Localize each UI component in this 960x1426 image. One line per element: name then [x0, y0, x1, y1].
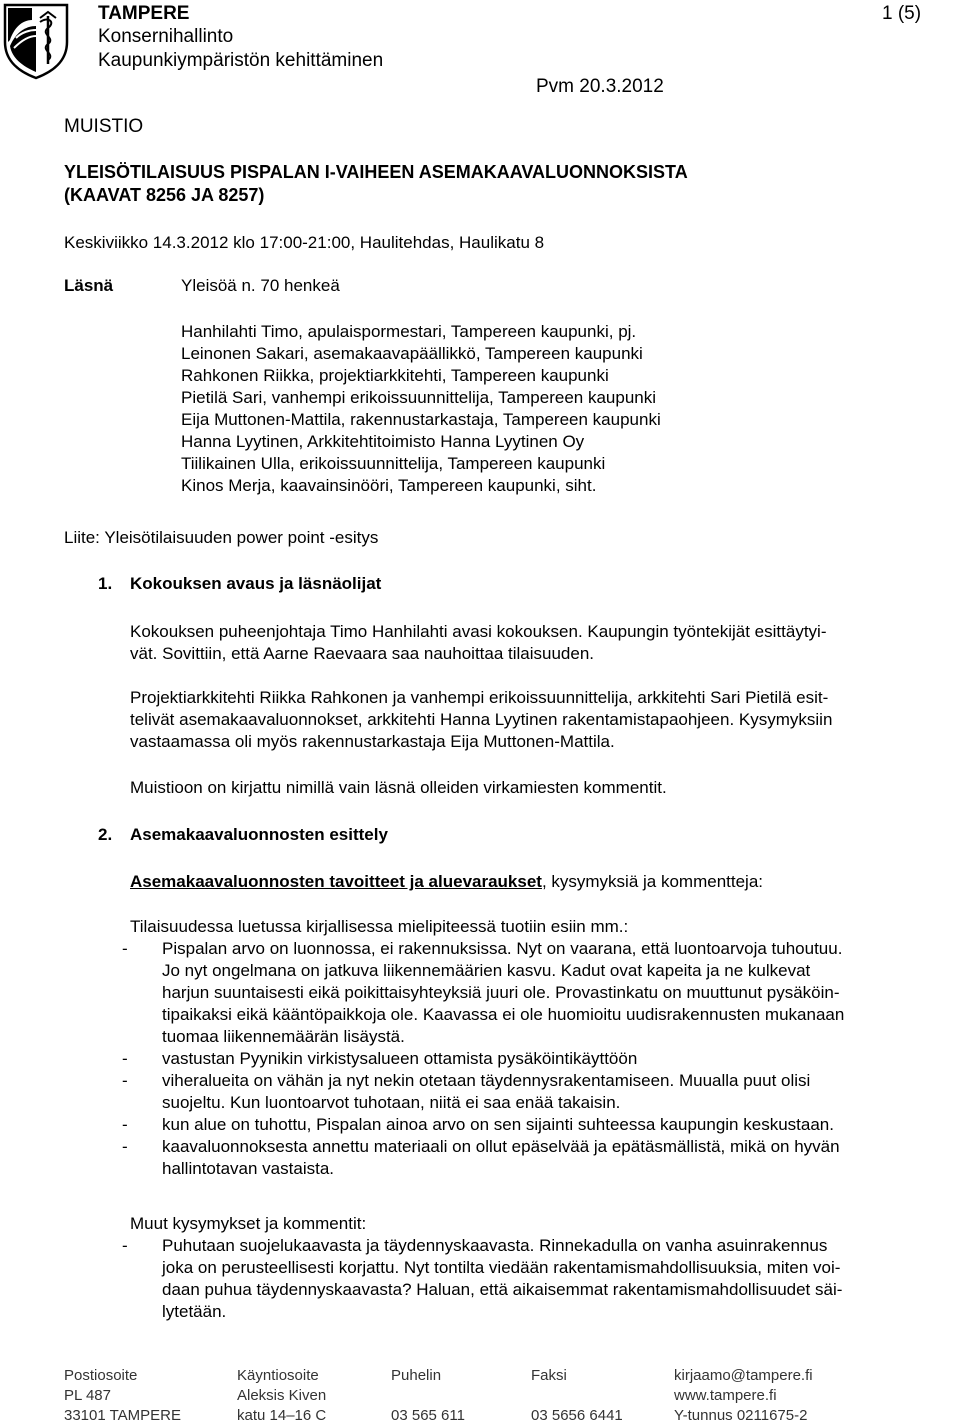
- footer-phone: [391, 1366, 465, 1426]
- text-line: Kokouksen puheenjohtaja Timo Hanhilahti avasi kokouksen. Kaupungin työntekijät esittäytyi-: [130, 622, 827, 641]
- other-comment-list: [122, 1235, 842, 1323]
- section2-heading: Asemakaavaluonnosten esittely: [130, 825, 388, 844]
- document-type: MUISTIO: [64, 116, 144, 137]
- text-line: Pispalan arvo on luonnossa, ei rakennuksissa. Nyt on vaarana, että luontoarvoja tuhoutuu.: [162, 939, 843, 958]
- footer-website-link[interactable]: www.tampere.fi: [674, 1387, 777, 1404]
- attendee: Rahkonen Riikka, projektiarkkitehti, Tampereen kaupunki: [181, 366, 609, 385]
- meeting-info: Keskiviikko 14.3.2012 klo 17:00-21:00, Haulitehdas, Haulikatu 8: [64, 233, 545, 252]
- public-count: Yleisöä n. 70 henkeä: [181, 276, 340, 295]
- document-date: Pvm 20.3.2012: [536, 76, 664, 97]
- section1-paragraph1: [130, 621, 826, 665]
- dash-bullet: -: [122, 939, 128, 958]
- sub-department: Kaupunkiympäristön kehittäminen: [98, 50, 384, 71]
- attendee: Eija Muttonen-Mattila, rakennustarkastaja, Tampereen kaupunki: [181, 410, 661, 429]
- dash-bullet: -: [122, 1049, 128, 1068]
- text-line: vastaamassa oli myös rakennustarkastaja Eija Muttonen-Mattila.: [130, 732, 615, 751]
- section1-paragraph2: [130, 687, 832, 753]
- text-line: Jo nyt ongelmana on jatkuva liikennemäärien kasvu. Kadut ovat kapeita ja ne kulkevat: [162, 961, 811, 980]
- footer-value: [531, 1386, 623, 1406]
- org-name: TAMPERE: [98, 3, 190, 24]
- text-line: tipaikaksi eikä kääntöpaikkoja ole. Kaavassa ei ole huomioitu uudisrakennusten mukanaan: [162, 1005, 845, 1024]
- attendee: Hanhilahti Timo, apulaispormestari, Tampereen kaupunki, pj.: [181, 322, 637, 341]
- list-item: [122, 1136, 844, 1180]
- footer-fax: [531, 1366, 623, 1426]
- subheading-bold: Asemakaavaluonnosten tavoitteet ja aluevaraukset: [130, 872, 542, 891]
- section2-subheading: [130, 871, 763, 893]
- text-line: lytetään.: [162, 1302, 227, 1321]
- footer-value: PL 487: [64, 1387, 111, 1404]
- attendee: Leinonen Sakari, asemakaavapäällikkö, Tampereen kaupunki: [181, 344, 643, 363]
- comment-list: [122, 938, 844, 1180]
- footer-label: Postiosoite: [64, 1367, 138, 1384]
- document-title-line1: YLEISÖTILAISUUS PISPALAN I-VAIHEEN ASEMAKAAVALUONNOKSISTA: [64, 162, 688, 182]
- list-item: [122, 938, 844, 1048]
- present-label: Läsnä: [64, 276, 114, 295]
- text-line: tuomaa liikennemäärän lisäystä.: [162, 1027, 405, 1046]
- footer-business-id: Y-tunnus 0211675-2: [674, 1407, 808, 1424]
- text-line: suojeltu. Kun luontoarvot tuhotaan, niitä ei saa enää takaisin.: [162, 1093, 621, 1112]
- text-line: vät. Sovittiin, että Aarne Raevaara saa nauhoittaa tilaisuuden.: [130, 644, 595, 663]
- text-line: kaavaluonnoksesta annettu materiaali on ollut epäselvää ja epätäsmällistä, mikä on hyvän: [162, 1137, 840, 1156]
- section2-intro: Tilaisuudessa luetussa kirjallisessa mielipiteessä tuotiin esiin mm.:: [130, 917, 629, 936]
- subheading-rest: , kysymyksiä ja kommentteja:: [541, 872, 764, 891]
- footer-label: Faksi: [531, 1367, 567, 1384]
- document-title-line2: (KAAVAT 8256 JA 8257): [64, 185, 265, 205]
- footer-visiting-address: [237, 1366, 326, 1426]
- text-line: joka on perusteellisesti korjattu. Nyt tontilta viedään rakentamismahdollisuuksia, miten voi-: [162, 1258, 841, 1277]
- section1-paragraph3: Muistioon on kirjattu nimillä vain läsnä olleiden virkamiesten kommentit.: [130, 778, 667, 797]
- attendee-list: [181, 321, 661, 497]
- attendee: Hanna Lyytinen, Arkkitehtitoimisto Hanna Lyytinen Oy: [181, 432, 585, 451]
- text-line: vastustan Pyynikin virkistysalueen ottamista pysäköintikäyttöön: [162, 1049, 638, 1068]
- section1-number: 1.: [98, 574, 113, 593]
- text-line: telivät asemakaavaluonnokset, arkkitehti Hanna Lyytinen rakentamistapaohjeen. Kysymyksiin: [130, 710, 833, 729]
- list-item: [122, 1114, 844, 1136]
- list-item: [122, 1235, 842, 1323]
- attendee: Pietilä Sari, vanhempi erikoissuunnittelija, Tampereen kaupunki: [181, 388, 657, 407]
- footer-postal-address: [64, 1366, 181, 1426]
- footer-contact: [674, 1366, 813, 1426]
- footer-value: Aleksis Kiven: [237, 1387, 327, 1404]
- department: Konsernihallinto: [98, 26, 234, 47]
- dash-bullet: -: [122, 1115, 128, 1134]
- page-number: 1 (5): [882, 3, 922, 24]
- text-line: Puhutaan suojelukaavasta ja täydennyskaavasta. Rinnekadulla on vanha asuinrakennus: [162, 1236, 828, 1255]
- attachment-note: Liite: Yleisötilaisuuden power point -esitys: [64, 528, 379, 547]
- dash-bullet: -: [122, 1071, 128, 1090]
- footer-value: 33101 TAMPERE: [64, 1407, 182, 1424]
- footer-label: Käyntiosoite: [237, 1367, 319, 1384]
- footer-email-link[interactable]: kirjaamo@tampere.fi: [674, 1367, 813, 1384]
- footer-value: 03 565 611: [391, 1407, 465, 1424]
- attendee: Kinos Merja, kaavainsinööri, Tampereen kaupunki, siht.: [181, 476, 597, 495]
- list-item: [122, 1048, 844, 1070]
- text-line: daan puhua täydennyskaavasta? Haluan, että aikaisemmat rakentamismahdollisuudet säi-: [162, 1280, 843, 1299]
- dash-bullet: -: [122, 1137, 128, 1156]
- attendee: Tiilikainen Ulla, erikoissuunnittelija, Tampereen kaupunki: [181, 454, 606, 473]
- list-item: [122, 1070, 844, 1114]
- footer-value: [391, 1386, 465, 1406]
- section1-heading: Kokouksen avaus ja läsnäolijat: [130, 574, 382, 593]
- tampere-crest-logo: [2, 2, 70, 80]
- footer-label: Puhelin: [391, 1367, 442, 1384]
- text-line: kun alue on tuhottu, Pispalan ainoa arvo on sen sijainti suhteessa kaupungin keskustaan.: [162, 1115, 834, 1134]
- footer-value: katu 14–16 C: [237, 1407, 327, 1424]
- text-line: hallintotavan vastaista.: [162, 1159, 334, 1178]
- text-line: harjun suuntaisesti eikä poikittaisyhteyksiä juuri ole. Provastinkatu on muuttunut pysäköin-: [162, 983, 840, 1002]
- section2-number: 2.: [98, 825, 113, 844]
- footer-value: 03 5656 6441: [531, 1407, 623, 1424]
- text-line: Projektiarkkitehti Riikka Rahkonen ja vanhempi erikoissuunnittelija, arkkitehti Sari Pietilä esit-: [130, 688, 829, 707]
- other-comments-heading: Muut kysymykset ja kommentit:: [130, 1214, 367, 1233]
- text-line: viheralueita on vähän ja nyt nekin otetaan täydennysrakentamiseen. Muualla puut olisi: [162, 1071, 811, 1090]
- dash-bullet: -: [122, 1236, 128, 1255]
